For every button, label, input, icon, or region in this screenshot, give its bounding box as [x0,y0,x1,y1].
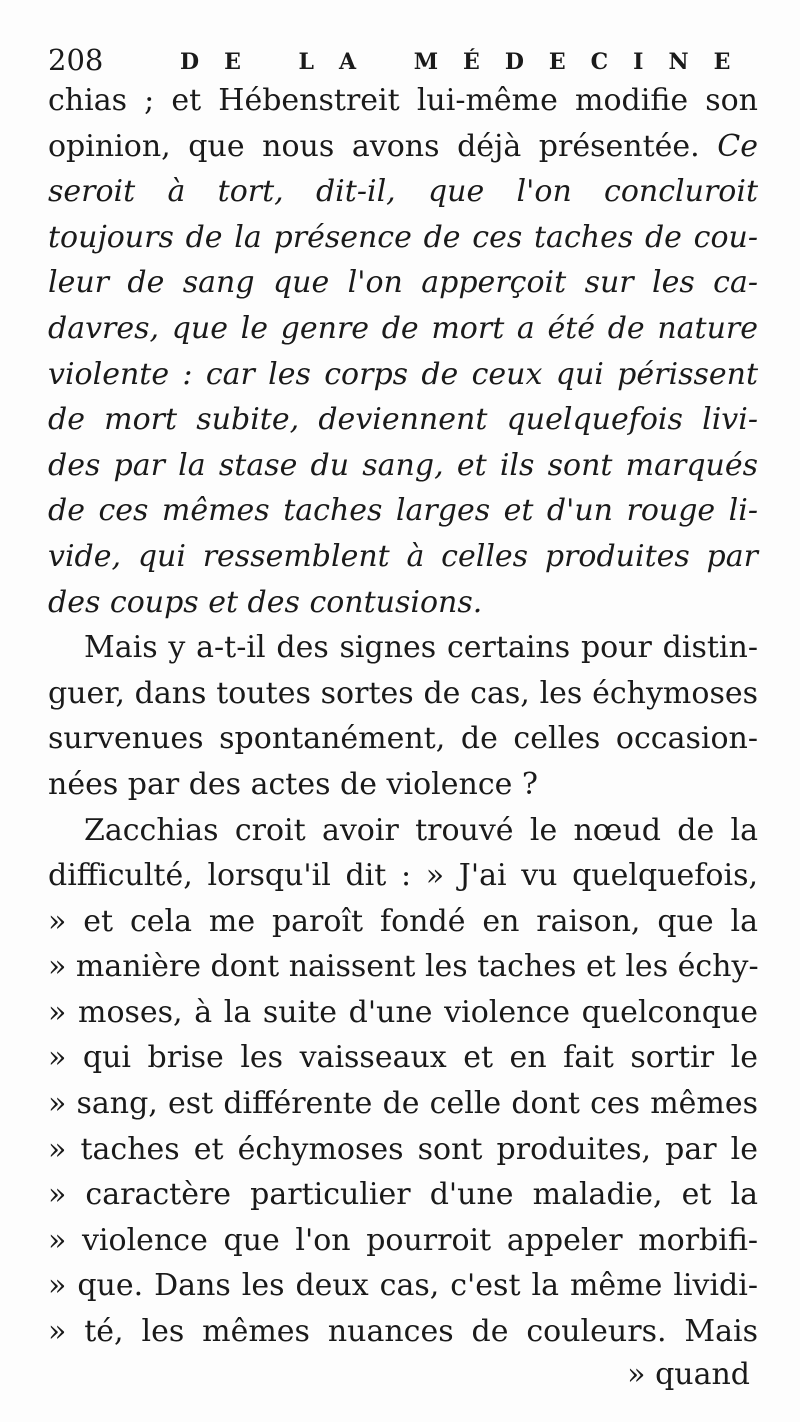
text-line: » violence que l'on pourroit appeler morbifi- [48,1222,758,1258]
text-line: Zacchias croit avoir trouvé le nœud de la [84,812,758,848]
text-line: de ces mêmes taches larges et d'un rouge li- [48,493,758,529]
text-line: violente : car les corps de ceux qui périssent [48,356,758,392]
text-line: guer, dans toutes sortes de cas, les échymoses [48,675,758,711]
text-line: toujours de la présence de ces taches de cou- [48,219,758,255]
text-line: difficulté, lorsqu'il dit : » J'ai vu quelquefois, [48,858,758,894]
text-line: des par la stase du sang, et ils sont marqués [48,447,758,483]
page-number: 208 [48,43,104,77]
body-text [48,78,758,1355]
text-line: seroit à tort, dit-il, que l'on concluroit [48,174,758,210]
text-line: chias ; et Hébenstreit lui-même modifie son [48,83,758,118]
text-line: » et cela me paroît fondé en raison, que la [48,903,758,939]
text-line: » que. Dans les deux cas, c'est la même lividi- [48,1268,758,1304]
text-line: survenues spontanément, de celles occasion- [48,721,758,757]
catchword: » quand [627,1357,750,1392]
text-line: » té, les mêmes nuances de couleurs. Mais [48,1314,758,1350]
text-line: des coups et des contusions. [48,584,483,620]
text-line: » moses, à la suite d'une violence quelconque [48,994,758,1030]
text-line: vide, qui ressemblent à celles produites par [48,538,758,574]
text-line: opinion, que nous avons déjà présentée. Ce [48,128,758,164]
text-line: davres, que le genre de mort a été de nature [48,310,758,346]
text-line: Mais y a-t-il des signes certains pour distin- [84,630,758,666]
text-line: » manière dont naissent les taches et les échy- [48,949,759,985]
text-line: leur de sang que l'on apperçoit sur les ca- [48,265,758,301]
text-line: de mort subite, deviennent quelquefois livi- [48,402,758,438]
text-line: » qui brise les vaisseaux et en fait sortir le [48,1040,758,1076]
page-header [48,40,768,80]
running-head: DE LA MÉDECINE [180,49,756,75]
text-line: nées par des actes de violence ? [48,766,538,802]
text-line: » caractère particulier d'une maladie, et la [48,1177,758,1213]
text-line: » taches et échymoses sont produites, par le [48,1131,758,1167]
text-line: » sang, est différente de celle dont ces mêmes [48,1086,758,1122]
